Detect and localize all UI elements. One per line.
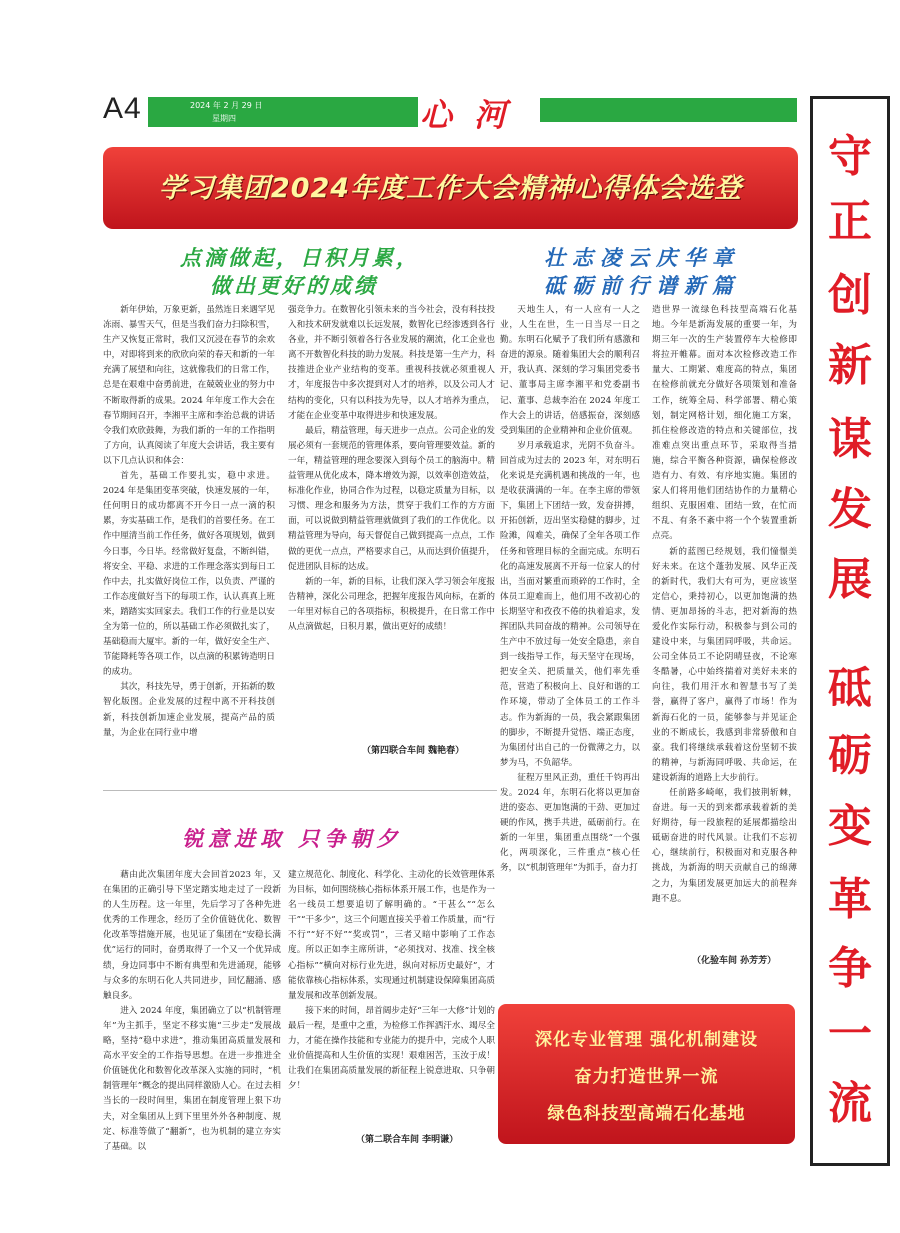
page-number: A4 — [103, 92, 142, 125]
side-slogan-char: 守 — [828, 131, 872, 182]
paragraph: 造世界一流绿色科技型高端石化基地。今年是新海发展的重要一年，为期三年一次的生产装置停车大检修即将拉开帷幕。面对本次检修改造工作量大、工期紧、难度高的特点，集团在检修前就充分做好各项策划和准备工作，统筹全局、科学部署、精心策划，制定网格计划，细化施工方案，抓住检修改造的特点和关键部位，找准难点突出重点环节，采取得当措施，综合平衡各种资源，确保检修改造有力、有效、有序地实施。集团的家人们将用他们团结协作的力量精心组织、克服困难、团结一致，在忙而不乱、有条不紊中将一个个装置重新点亮。 — [652, 305, 797, 542]
issue-weekday: 星期四 — [212, 114, 236, 123]
masthead-rule — [540, 98, 797, 122]
paragraph: 进入 2024 年度，集团确立了以“机制管理年”为主抓手，坚定不移实施“三步走”发展战略，坚持“稳中求进”，推动集团高质量发展和高水平安全的工作指导思想。在进一步推进全价值链优化和数智化改革深入实施的同时，“机制管理年”概念的提出同样激励人心。在过去相当长的一段时间里，集团在制度管理上狠下功夫，对全集团从上到下里里外外各种制度、规定、标准等做了“翻新”，也为机制的建立夯实了基础。以 — [103, 1005, 281, 1152]
paragraph: 岁月承载追求，光阴不负奋斗。回首成为过去的 2023 年，对东明石化来说是充满机遇和挑战的一年，也是收获满满的一年。在李主席的带领下，集团上下团结一致，发奋拼搏，开拓创新，迈出坚实稳健的脚步，过险滩，闯难关，确保了全年各项工作任务和管理目标的全面完成。东明石化的高速发展离不开每一位家人的付出，当面对繁重而琐碎的工作时，全体员工迎难而上，他们用不改初心的长期坚守和孜孜不倦的执着追求，发挥团队共同奋战的精神。公司领导在生产中不放过每一处安全隐患，亲自到一线指导工作，每天坚守在现场，把安全关、把质量关，他们率先垂范，营造了积极向上、良好和谐的工作环境，带动了全体员工的工作斗志。作为新海的一员，我会紧跟集团的脚步，不断提升觉悟、端正态度，为集团付出自己的一份微薄之力，以梦为马，不负韶华。 — [500, 440, 640, 768]
paragraph: 首先，基础工作要扎实，稳中求进。2024 年是集团变革突破，快速发展的一年，任何明日的成功都离不开今日一点一滴的积累，夯实基础工作，是我们的首要任务。在工作中厘清当前工作任务，做好各项规划，做到今日事，今日毕。经常做好复盘，不断纠错，将安全、平稳、求进的工作理念落实到每日工作中去，扎实做好岗位工作，以负责、严谨的工作态度做好当下的每项工作，认认真真上班来，踏踏实实回家去。我们工作的行业是以安全为第一位的，所以基础工作必须做扎实了，基础稳而大厦牢。新的一年，做好安全生产、节能降耗等各项工作，以点滴的积累铸造明日的成功。 — [103, 471, 275, 678]
issue-date: 2024 年 2 月 29 日 — [190, 101, 263, 110]
article-column — [652, 303, 797, 946]
side-slogan-char: 流 — [828, 1078, 872, 1129]
article-title: 锐意进取 只争朝夕 — [182, 827, 403, 851]
paragraph: 藉由此次集团年度大会回首2023 年，又在集团的正确引导下坚定踏实地走过了一段新的人生历程。这一年里，先后学习了各种先进优秀的工作理念，经历了全价值链优化、数智化改革等措施开展，也见证了集团在“安稳长满优”运行的同时，奋勇取得了一个又一个优异成绩，身边同事中不断有典型和先进涌现，能够与众多的东明石化人共同进步，回忆翻涌、感触良多。 — [103, 870, 281, 1001]
paragraph: 天地生人，有一人应有一人之业，人生在世，生一日当尽一日之勤。东明石化赋予了我们所有感激和奋进的源泉。随着集团大会的顺利召开，我认真、深刻的学习集团党委书记、董事局主席李湘平和党委副书记、董事、总裁李治在 2024 年度工作大会上的讲话，倍感振奋，深刻感受到集团的企业精神和企业价值观。 — [500, 305, 640, 436]
paragraph: 任前路多崎岖，我们披荆斩棘，奋进。每一天的到来都承载着新的美好期待，每一段旅程的延展都描绘出砥砺奋进的时代风景。让我们不忘初心，继续前行，积极面对和克服各种挑战，为新海的明天贡献自己的绵薄之力，为集团发展更加远大的前程奔跑不息。 — [652, 788, 797, 904]
masthead-title: 心河 — [420, 96, 529, 134]
side-slogan-char: 展 — [828, 554, 872, 605]
paragraph: 接下来的时间，昂首阔步走好“三年一大修”计划的最后一程，是重中之重，为检修工作挥洒汗水、竭尽全力，才能在操作技能和专业能力的提升中，完成个人职业价值提高和人生价值的实现！艰难困苦，玉汝于成！让我们在集团高质量发展的新征程上锐意进取、只争朝夕！ — [288, 1005, 495, 1092]
article-column — [288, 303, 495, 743]
slogan-line: 奋力打造世界一流 — [574, 1067, 719, 1087]
article-byline: （化验车间 孙芳芳） — [692, 956, 777, 966]
paragraph: 强竞争力。在数智化引领未来的当今社会，没有科技投入和技术研发就难以长远发展，数智化已经渗透到各行各业，并不断引领着各行各业发展的潮流，化工企业也离不开数智化科技的助力发展。科技是第一生产力，科技推进企业产业结构的变革。重视科技就必须重视人才，年度报告中多次提到对人才的培养，以及公司人才结构的变化，只有以科技为先导，以人才培养为重点，才能在企业变革中取得进步和快速发展。 — [288, 305, 495, 421]
article-title: 壮志凌云庆华章 — [544, 246, 740, 270]
article-column — [288, 868, 495, 1130]
side-slogan-char: 正 — [828, 196, 872, 247]
side-slogan-char: 砥 — [828, 663, 872, 714]
side-slogan-char: 争 — [828, 943, 872, 994]
article-byline: （第二联合车间 李明谦） — [356, 1135, 459, 1145]
paragraph: 其次，科技先导，勇于创新，开拓新的数智化版图。企业发展的过程中离不开科技创新，科技创新加速企业发展，提高产品的质量，为企业在同行业中增 — [103, 682, 275, 738]
paragraph: 新的蓝图已经规划，我们憧憬美好未来。在这个蓬勃发展、风华正茂的新时代，我们大有可为，更应该坚定信心，秉持初心，以更加饱满的热情、更加昂扬的斗志，把对新海的热爱化作实际行动，积极参与到公司的建设中来，与集团同呼吸，共命运。公司全体员工不论阴晴昼夜，不论寒冬酷暑，心中始终揣着对美好未来的向往，我们用汗水和智慧书写了美誉，赢得了客户，赢得了市场！作为新海石化的一员，能够参与并见证企业的不断成长，我感到非常骄傲和自豪。我们将继续承载着这份坚韧不拔的精神，与新海同呼吸、共命运，在建设新海的道路上大步前行。 — [652, 546, 797, 783]
side-slogan-char: 发 — [828, 484, 872, 535]
side-slogan-char: 变 — [828, 801, 872, 852]
side-slogan-char: 革 — [828, 874, 872, 925]
side-slogan-char: 一 — [828, 1009, 872, 1060]
divider — [103, 790, 497, 791]
article-title: 砥砺前行谱新篇 — [544, 274, 740, 298]
side-slogan-char: 谋 — [828, 414, 872, 465]
side-slogan-char: 新 — [828, 340, 872, 391]
section-banner-title: 学习集团2024年度工作大会精神心得体会选登 — [158, 173, 743, 204]
slogan-line: 绿色科技型高端石化基地 — [547, 1104, 746, 1124]
slogan-line: 深化专业管理 强化机制建设 — [535, 1030, 758, 1050]
article-column — [103, 868, 281, 1153]
paragraph: 新年伊始，万象更新，虽然连日来遇罕见冻雨、暴雪天气，但是当我们奋力扫除积雪，生产又恢复正常时，我们又沉浸在春节的余欢中，对即将到来的欣欣向荣的春天和新的一年充满了展望和向往，这就像我们的日常工作，总是在艰难中奋勇前进，在兢兢业业的努力中不断取得新的成果。2024 年年度工作大会在春节期间召开，李湘平主席和李治总裁的讲话令我们欢欣鼓舞，为我们新的一年的工作指明了方向，认真阅读了年度大会讲话，我主要有以下几点认识和体会： — [103, 305, 275, 466]
paragraph: 征程万里风正劲，重任千钧再出发。2024 年，东明石化将以更加奋进的姿态、更加饱满的干劲、更加过硬的作风，携手共进，砥砺前行。在新的一年里，集团重点围绕“一个强化，两项深化，三件重点”核心任务，以“机制管理年”为抓手，奋力打 — [500, 772, 640, 874]
article-column — [103, 303, 275, 780]
side-slogan-char: 砺 — [828, 730, 872, 781]
article-byline: （第四联合车间 魏艳春） — [362, 746, 465, 756]
article-column — [500, 303, 640, 976]
date-band — [148, 97, 418, 127]
paragraph: 建立规范化、制度化、科学化、主动化的长效管理体系为目标，如何围绕核心指标体系开展工作，也是作为一名一线员工想要追切了解明确的。“干甚么”“怎么干”“干多少”，这三个问题直接关乎着工作质量，而“行不行”“好不好”“奖或罚”，三者又暗中影响了工作态度。所以正如李主席所讲，“必须找对、找准、找全核心指标”“横向对标行业先进，纵向对标历史最好”，才能依靠核心指标体系，实现通过机制建设保障集团高质量发展和改革创新发展。 — [288, 870, 495, 1001]
article-title: 做出更好的成绩 — [210, 274, 378, 298]
side-slogan-char: 创 — [828, 270, 872, 321]
paragraph: 新的一年，新的目标，让我们深入学习领会年度报告精神，深化公司理念，把握年度报告风向标，在新的一年里对标自己的各项指标，积极提升，在日常工作中从点滴做起，日积月累，做出更好的成绩！ — [288, 576, 495, 632]
article-title: 点滴做起，日积月累， — [180, 246, 420, 270]
paragraph: 最后，精益管理，每天进步一点点。公司企业的发展必须有一套规范的管理体系，要向管理要效益。新的一年，精益管理的理念要深入到每个员工的脑海中。精益管理从优化成本，降本增效为源，以效率创造效益，标准化作业，协同合作为过程，以稳定质量为目标，以习惯、理念和服务为方法，贯穿于我们工作的方方面面，可以说做到精益管理就做到了我们的工作优化。以精益管理为导向，每天督促自己做到提高一点点，工作做的更优一点点，严格要求自己，从而达到价值提升，促进团队目标的达成。 — [288, 425, 495, 572]
